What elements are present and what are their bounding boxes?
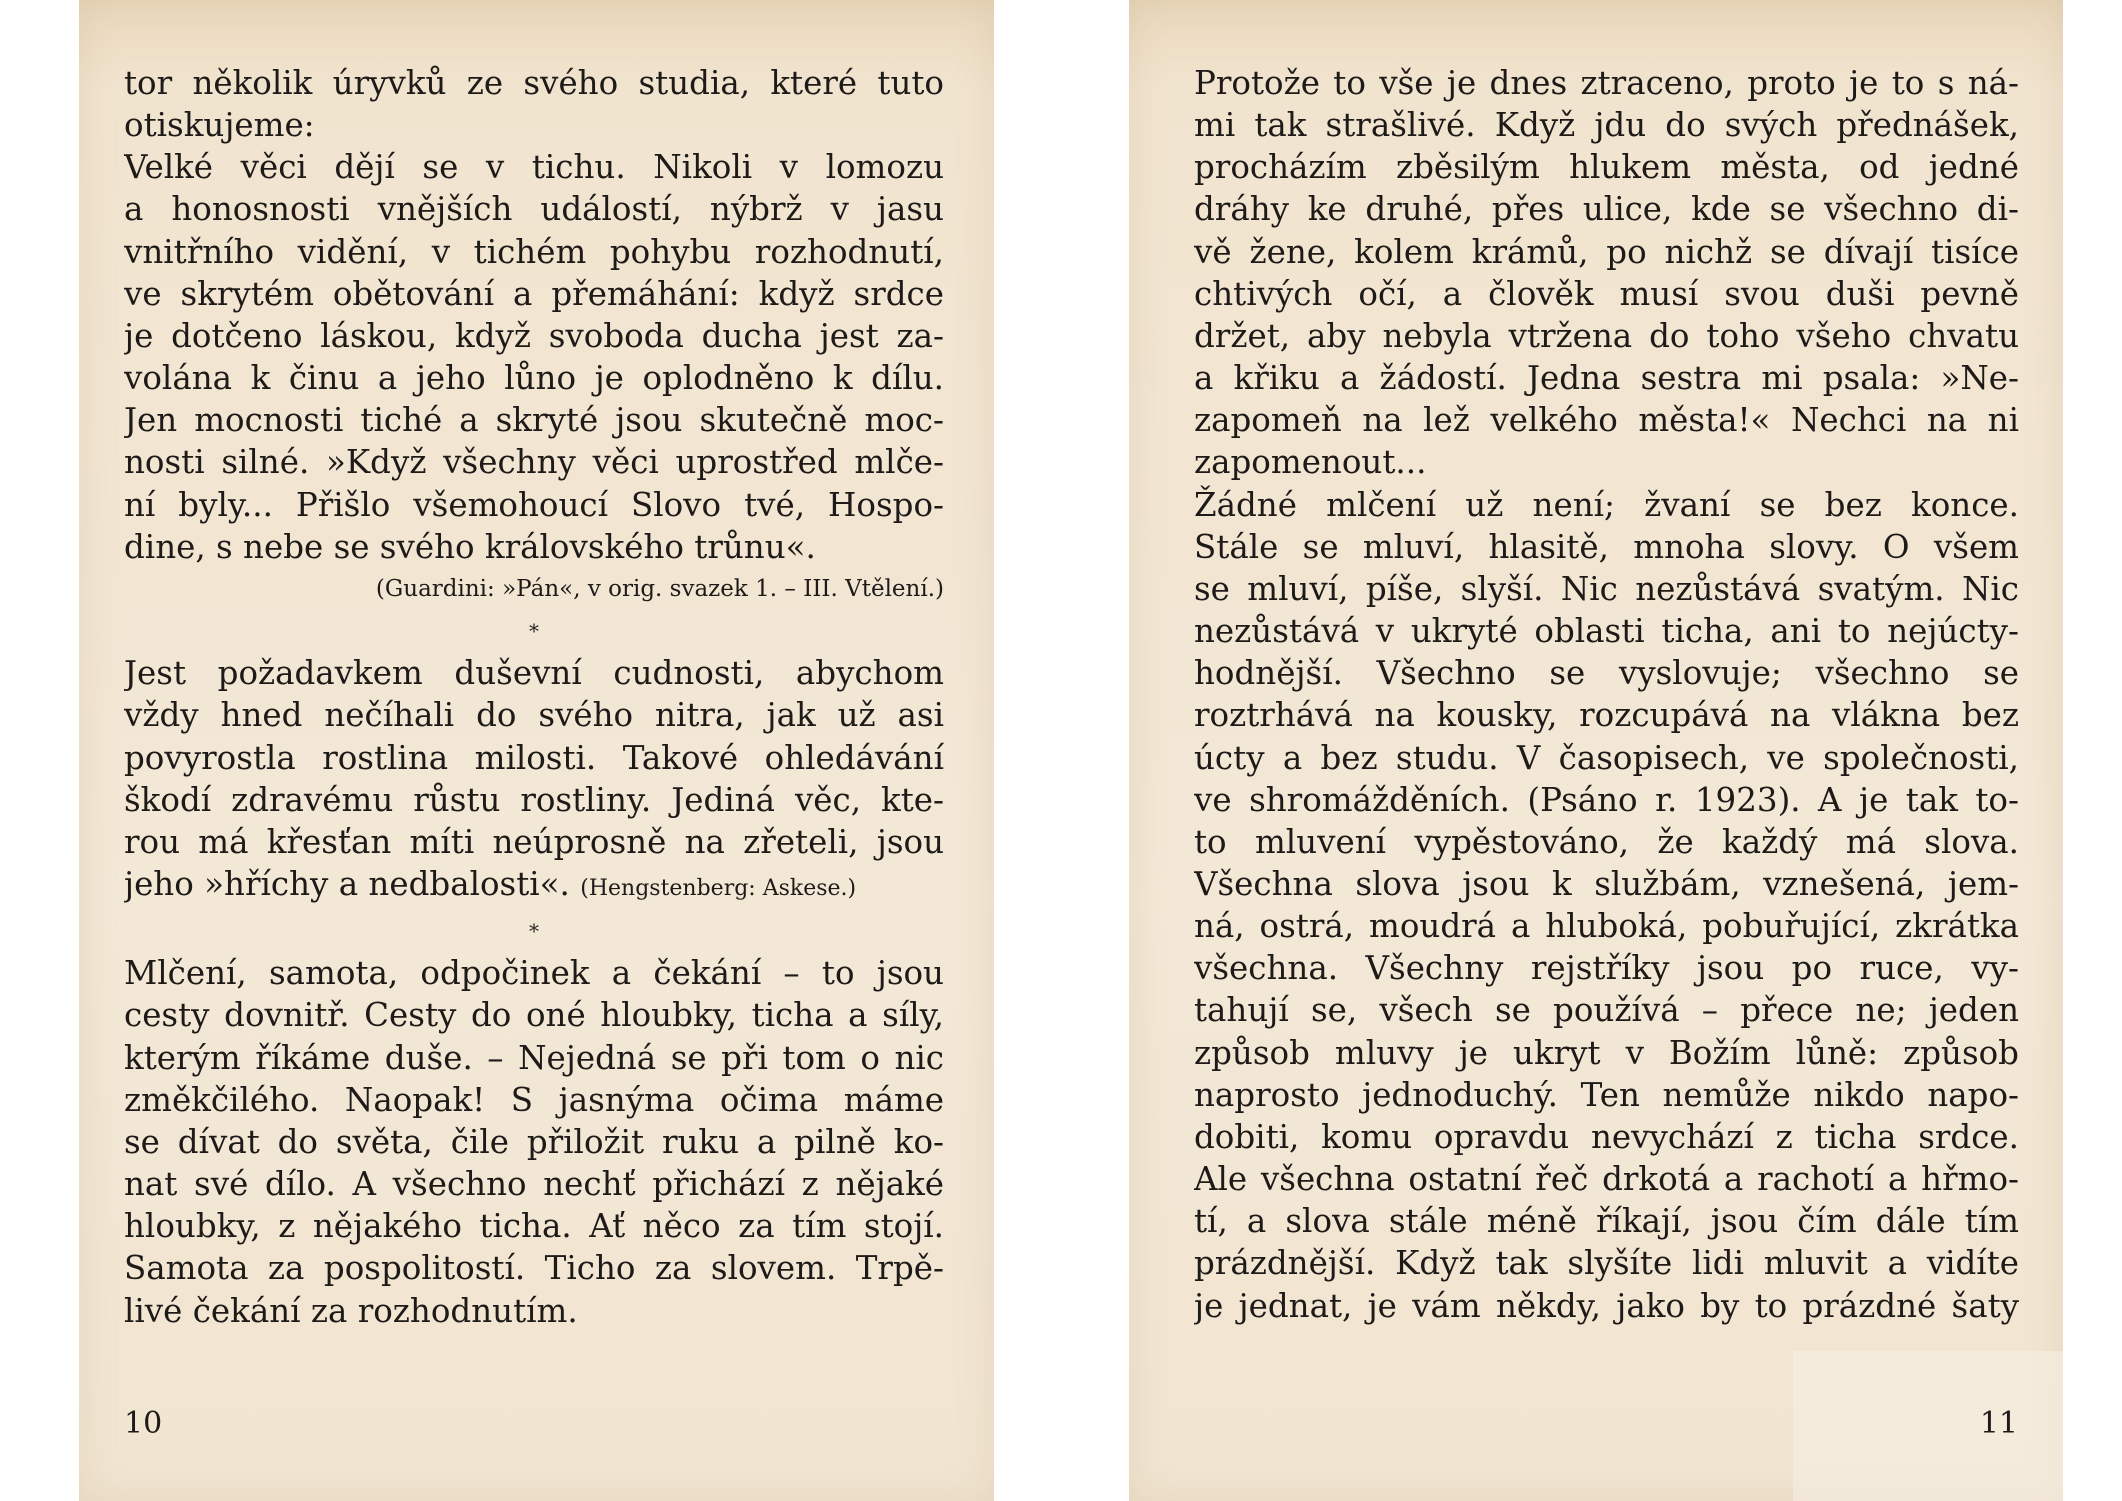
right-page-text xyxy=(1194,62,2019,1327)
text-line-with-citation xyxy=(124,863,944,910)
text-line: procházím zběsilým hlukem města, od jedné xyxy=(1194,148,2019,187)
text-line: prázdnější. Když tak slyšíte lidi mluvit a vidíte xyxy=(1194,1244,2019,1283)
text-line: tí, a slova stále méně říkají, jsou čím dále tím xyxy=(1194,1202,2019,1241)
text-line: dobiti, komu opravdu nevychází z ticha srdce. xyxy=(1194,1117,2019,1156)
text-line: změkčilého. Naopak! S jasnýma očima máme xyxy=(124,1080,944,1119)
text-line: tor několik úryvků ze svého studia, které tuto xyxy=(124,64,944,102)
text-line: vě žene, kolem krámů, po nichž se dívají tisíce xyxy=(1194,232,2019,271)
text-line: ve shromážděních. (Psáno r. 1923). A je tak to- xyxy=(1194,780,2019,819)
text-line: volána k činu a jeho lůno je oplodněno k dílu. xyxy=(124,359,944,398)
text-line: roztrhává na kousky, rozcupává na vlákna bez xyxy=(1194,696,2019,735)
text-line: úcty a bez studu. V časopisech, ve společnosti, xyxy=(1194,738,2019,777)
text-line: nosti silné. »Když všechny věci uprostřed mlče- xyxy=(124,443,944,482)
text-line: livé čekání za rozhodnutím. xyxy=(124,1291,578,1330)
text-line: držet, aby nebyla vtržena do toho všeho chvatu xyxy=(1194,316,2019,355)
text-line: ve skrytém obětování a přemáhání: když srdce xyxy=(124,274,944,313)
text-line: naprosto jednoduchý. Ten nemůže nikdo napo- xyxy=(1194,1075,2019,1114)
text-line: a honosnosti vnějších událostí, nýbrž v jasu xyxy=(124,190,944,229)
text-line: otiskujeme: xyxy=(124,106,315,145)
text-line: se dívat do světa, čile přiložit ruku a pilně ko- xyxy=(124,1122,944,1161)
text-line: to mluvení vypěstováno, že každý má slova. xyxy=(1194,822,2019,861)
text-line: nat své dílo. A všechno nechť přichází z nějaké xyxy=(124,1165,944,1204)
text-line: škodí zdravému růstu rostliny. Jediná věc, kte- xyxy=(124,780,944,819)
section-separator: * xyxy=(529,919,539,944)
text-line: dráhy ke druhé, přes ulice, kde se všechno di- xyxy=(1194,190,2019,229)
text-line: vždy hned nečíhali do svého nitra, jak už asi xyxy=(124,696,944,735)
text-line: Všechna slova jsou k službám, vznešená, jem- xyxy=(1194,864,2019,903)
page-number: 10 xyxy=(124,1406,163,1441)
text-line: hodnější. Všechno se vyslovuje; všechno se xyxy=(1194,654,2019,693)
text-line: ní byly... Přišlo všemohoucí Slovo tvé, Hospo- xyxy=(124,485,944,524)
page-number: 11 xyxy=(1979,1406,2018,1441)
text-line: je jednat, je vám někdy, jako by to prázdné šaty xyxy=(1194,1286,2019,1325)
text-line: cesty dovnitř. Cesty do oné hloubky, ticha a síly, xyxy=(124,996,944,1035)
right-page xyxy=(1129,0,2063,1501)
text-line: povyrostla rostlina milosti. Takové ohledávání xyxy=(124,738,944,777)
text-line: hloubky, z nějakého ticha. Ať něco za tím stojí. xyxy=(124,1207,944,1246)
text-line: se mluví, píše, slyší. Nic nezůstává svatým. Nic xyxy=(1194,569,2019,608)
text-line: způsob mluvy je ukryt v Božím lůně: způsob xyxy=(1194,1033,2019,1072)
text-line: a křiku a žádostí. Jedna sestra mi psala: »Ne- xyxy=(1194,359,2019,398)
text-line: Jest požadavkem duševní cudnosti, abychom xyxy=(124,654,944,693)
text-line: kterým říkáme duše. – Nejedná se při tom o nic xyxy=(124,1038,944,1077)
text-line: Stále se mluví, hlasitě, mnoha slovy. O všem xyxy=(1194,527,2019,566)
text-line: tahují se, všech se používá – přece ne; jeden xyxy=(1194,991,2019,1030)
text-fragment: jeho »hříchy a nedbalosti«. xyxy=(124,864,570,903)
text-line: rou má křesťan míti neúprosně na zřeteli, jsou xyxy=(124,822,944,861)
text-line: zapomeň na lež velkého města!« Nechci na ni xyxy=(1194,401,2019,440)
text-line: Jen mocnosti tiché a skryté jsou skutečně moc- xyxy=(124,401,944,440)
text-line: chtivých očí, a člověk musí svou duši pevně xyxy=(1194,274,2019,313)
text-line: zapomenout... xyxy=(1194,443,1427,482)
citation-guardini: (Guardini: »Pán«, v orig. svazek 1. – III. Vtělení.) xyxy=(375,575,944,602)
text-line: Velké věci dějí se v tichu. Nikoli v lomozu xyxy=(124,148,944,187)
page-corner-fade xyxy=(1793,1351,2063,1501)
text-line: Samota za pospolitostí. Ticho za slovem. Trpě- xyxy=(124,1249,944,1288)
text-line: dine, s nebe se svého královského trůnu«. xyxy=(124,527,816,566)
text-line: Protože to vše je dnes ztraceno, proto je to s ná- xyxy=(1194,64,2019,102)
text-line: je dotčeno láskou, když svoboda ducha jest za- xyxy=(124,316,944,355)
text-line: Mlčení, samota, odpočinek a čekání – to jsou xyxy=(124,954,944,993)
left-page xyxy=(79,0,994,1501)
text-line: Žádné mlčení už není; žvaní se bez konce. xyxy=(1194,485,2019,524)
text-line: nezůstává v ukryté oblasti ticha, ani to nejúcty- xyxy=(1194,612,2019,651)
section-separator: * xyxy=(529,619,539,644)
text-line: všechna. Všechny rejstříky jsou po ruce, vy- xyxy=(1194,949,2019,988)
left-page-text xyxy=(124,62,944,1332)
citation-hengstenberg: (Hengstenberg: Askese.) xyxy=(580,875,857,901)
text-line: Ale všechna ostatní řeč drkotá a rachotí a hřmo- xyxy=(1194,1160,2019,1199)
text-line: mi tak strašlivé. Když jdu do svých přednášek, xyxy=(1194,106,2019,145)
text-line: vnitřního vidění, v tichém pohybu rozhodnutí, xyxy=(124,232,944,271)
text-line: ná, ostrá, moudrá a hluboká, pobuřující, zkrátka xyxy=(1194,907,2019,946)
